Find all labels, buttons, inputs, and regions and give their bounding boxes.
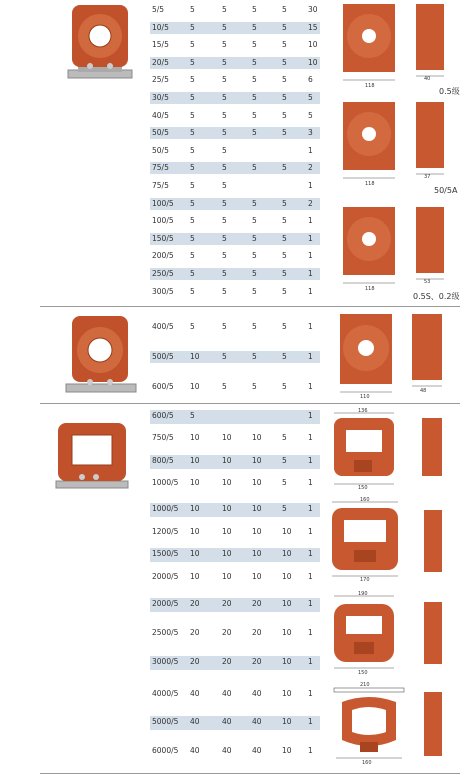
table-row xyxy=(150,250,320,262)
value-cell: 3 xyxy=(308,128,313,138)
value-cell: 10 xyxy=(190,527,200,536)
value-cell: 10 xyxy=(190,478,200,487)
value-cell: 5 xyxy=(252,198,257,208)
value-cell: 5 xyxy=(190,145,195,155)
value-cell: 1 xyxy=(308,251,313,261)
accuracy-label-1: 0.5级 xyxy=(439,87,460,96)
value-cell: 1 xyxy=(308,382,313,391)
value-cell: 20 xyxy=(190,599,200,608)
value-cell: 5 xyxy=(222,286,227,296)
value-cell: 5 xyxy=(252,110,257,120)
value-cell: 1 xyxy=(308,572,313,581)
value-cell: 10 xyxy=(282,628,292,637)
value-cell: 5 xyxy=(282,504,287,513)
dim-drawing-8 xyxy=(330,680,410,766)
divider-2 xyxy=(40,403,460,404)
ratio-cell: 600/5 xyxy=(152,382,174,391)
value-cell: 1 xyxy=(308,411,313,420)
svg-text:118: 118 xyxy=(365,286,375,292)
table-row xyxy=(150,145,320,157)
value-cell: 5 xyxy=(252,22,257,32)
value-cell: 1 xyxy=(308,286,313,296)
value-cell: 1 xyxy=(308,145,313,155)
value-cell: 5 xyxy=(252,216,257,226)
ratio-cell: 150/5 xyxy=(152,233,174,243)
ratio-cell: 500/5 xyxy=(152,352,174,361)
value-cell: 10 xyxy=(282,527,292,536)
value-cell: 5 xyxy=(222,93,227,102)
value-cell: 5 xyxy=(222,57,227,67)
value-cell: 5 xyxy=(222,352,227,361)
value-cell: 5 xyxy=(252,5,257,14)
ratio-cell: 100/5 xyxy=(152,216,174,226)
value-cell: 10 xyxy=(190,382,200,391)
value-cell: 5 xyxy=(282,198,287,208)
value-cell: 5 xyxy=(222,110,227,120)
table-row xyxy=(150,180,320,192)
dim-drawing-5 xyxy=(328,408,408,490)
value-cell: 5 xyxy=(222,269,227,278)
svg-text:48: 48 xyxy=(420,388,427,394)
ratio-cell: 4000/5 xyxy=(152,689,179,698)
table-row xyxy=(150,39,320,51)
value-cell: 20 xyxy=(222,628,232,637)
svg-text:136: 136 xyxy=(358,408,368,414)
ratio-cell: 2000/5 xyxy=(152,599,179,608)
value-cell: 5 xyxy=(252,251,257,261)
svg-text:37: 37 xyxy=(424,174,431,180)
value-cell: 5 xyxy=(282,40,287,50)
ratio-cell: 200/5 xyxy=(152,251,174,261)
value-cell: 10 xyxy=(252,433,262,442)
value-cell: 10 xyxy=(252,478,262,487)
table-row xyxy=(150,286,320,298)
value-cell: 5 xyxy=(190,251,195,261)
value-cell: 5 xyxy=(282,456,287,465)
value-cell: 5 xyxy=(222,128,227,138)
value-cell: 10 xyxy=(308,40,318,50)
ratio-cell: 800/5 xyxy=(152,456,174,465)
value-cell: 5 xyxy=(252,57,257,67)
value-cell: 1 xyxy=(308,689,313,698)
ct-photo-round-small xyxy=(60,0,140,85)
table-row xyxy=(150,162,320,174)
value-cell: 5 xyxy=(190,57,195,67)
value-cell: 5 xyxy=(282,110,287,120)
value-cell: 1 xyxy=(308,433,313,442)
value-cell: 10 xyxy=(282,657,292,666)
ratio-cell: 40/5 xyxy=(152,110,169,120)
value-cell: 5 xyxy=(282,251,287,261)
value-cell: 40 xyxy=(252,717,262,726)
dim-drawing-6 xyxy=(328,496,410,582)
value-cell: 5 xyxy=(252,269,257,278)
value-cell: 5 xyxy=(282,478,287,487)
table-row xyxy=(150,74,320,86)
value-cell: 5 xyxy=(222,233,227,243)
value-cell: 20 xyxy=(252,599,262,608)
ratio-cell: 250/5 xyxy=(152,269,174,278)
value-cell: 5 xyxy=(252,352,257,361)
table-row xyxy=(150,92,320,104)
value-cell: 5 xyxy=(222,5,227,14)
value-cell: 5 xyxy=(190,411,195,420)
ct-photo-rectangular xyxy=(52,415,132,495)
value-cell: 5 xyxy=(222,40,227,50)
value-cell: 10 xyxy=(190,504,200,513)
value-cell: 1 xyxy=(308,269,313,278)
value-cell: 5 xyxy=(190,286,195,296)
table-row xyxy=(150,526,320,540)
value-cell: 20 xyxy=(222,657,232,666)
value-cell: 30 xyxy=(308,5,318,14)
value-cell: 40 xyxy=(222,717,232,726)
accuracy-label-2: 0.5S、0.2级 xyxy=(413,292,460,301)
value-cell: 5 xyxy=(190,198,195,208)
value-cell: 10 xyxy=(282,549,292,558)
value-cell: 5 xyxy=(222,145,227,155)
value-cell: 10 xyxy=(282,689,292,698)
ratio-cell: 25/5 xyxy=(152,75,169,85)
value-cell: 5 xyxy=(190,322,195,331)
table-row xyxy=(150,688,320,702)
value-cell: 10 xyxy=(308,57,318,67)
side-view-8 xyxy=(420,690,450,764)
value-cell: 1 xyxy=(308,657,313,666)
value-cell: 40 xyxy=(190,689,200,698)
table-row xyxy=(150,656,320,670)
svg-text:53: 53 xyxy=(424,279,431,285)
value-cell: 10 xyxy=(222,549,232,558)
value-cell: 5 xyxy=(282,22,287,32)
value-cell: 10 xyxy=(222,456,232,465)
value-cell: 1 xyxy=(308,322,313,331)
value-cell: 10 xyxy=(282,746,292,755)
ratio-cell: 1500/5 xyxy=(152,549,179,558)
value-cell: 10 xyxy=(222,572,232,581)
value-cell: 5 xyxy=(190,216,195,226)
divider-3 xyxy=(40,773,460,774)
table-row xyxy=(150,57,320,69)
table-row xyxy=(150,745,320,759)
ratio-cell: 2500/5 xyxy=(152,628,179,637)
value-cell: 5 xyxy=(252,93,257,102)
dim-drawing-7 xyxy=(328,590,410,676)
svg-text:150: 150 xyxy=(358,485,368,490)
value-cell: 10 xyxy=(282,572,292,581)
value-cell: 20 xyxy=(222,599,232,608)
value-cell: 1 xyxy=(308,628,313,637)
value-cell: 5 xyxy=(282,269,287,278)
svg-text:160: 160 xyxy=(360,497,370,503)
table-row xyxy=(150,268,320,280)
value-cell: 5 xyxy=(252,382,257,391)
table-row xyxy=(150,4,320,16)
value-cell: 5 xyxy=(252,40,257,50)
value-cell: 1 xyxy=(308,216,313,226)
ct-photo-round-large xyxy=(62,312,140,397)
value-cell: 5 xyxy=(252,128,257,138)
table-row xyxy=(150,233,320,245)
ratio-cell: 1000/5 xyxy=(152,478,179,487)
side-view-3 xyxy=(412,205,452,285)
value-cell: 10 xyxy=(190,572,200,581)
value-cell: 5 xyxy=(222,198,227,208)
table-row xyxy=(150,503,320,517)
value-cell: 1 xyxy=(308,527,313,536)
value-cell: 5 xyxy=(190,181,195,190)
value-cell: 10 xyxy=(222,527,232,536)
value-cell: 10 xyxy=(190,549,200,558)
side-view-4 xyxy=(408,312,448,394)
value-cell: 5 xyxy=(282,5,287,14)
ratio-cell: 10/5 xyxy=(152,22,169,32)
table-row xyxy=(150,127,320,139)
value-cell: 20 xyxy=(190,628,200,637)
value-cell: 5 xyxy=(222,181,227,190)
value-cell: 5 xyxy=(282,352,287,361)
ratio-cell: 1000/5 xyxy=(152,504,179,513)
value-cell: 10 xyxy=(222,504,232,513)
value-cell: 10 xyxy=(222,478,232,487)
side-view-5 xyxy=(420,416,448,482)
value-cell: 5 xyxy=(282,216,287,226)
ratio-cell: 100/5 xyxy=(152,198,174,208)
value-cell: 6 xyxy=(308,75,313,85)
ratio-cell: 15/5 xyxy=(152,40,169,50)
value-cell: 20 xyxy=(252,657,262,666)
value-cell: 40 xyxy=(222,689,232,698)
value-cell: 5 xyxy=(282,93,287,102)
value-cell: 10 xyxy=(222,433,232,442)
table-row xyxy=(150,548,320,562)
dim-drawing-1 xyxy=(335,2,410,90)
value-cell: 20 xyxy=(252,628,262,637)
value-cell: 10 xyxy=(190,352,200,361)
value-cell: 5 xyxy=(222,22,227,32)
side-view-6 xyxy=(422,508,450,578)
value-cell: 5 xyxy=(282,286,287,296)
ratio-cell: 750/5 xyxy=(152,433,174,442)
ratio-cell: 75/5 xyxy=(152,181,169,190)
value-cell: 10 xyxy=(190,433,200,442)
value-cell: 1 xyxy=(308,717,313,726)
value-cell: 10 xyxy=(252,549,262,558)
value-cell: 5 xyxy=(282,233,287,243)
ratio-cell: 6000/5 xyxy=(152,746,179,755)
value-cell: 5 xyxy=(222,251,227,261)
value-cell: 5 xyxy=(282,75,287,85)
dim-drawing-3 xyxy=(335,205,410,293)
value-cell: 5 xyxy=(282,57,287,67)
value-cell: 1 xyxy=(308,181,313,190)
ratio-cell: 50/5 xyxy=(152,128,169,138)
svg-text:40: 40 xyxy=(424,76,431,82)
svg-text:110: 110 xyxy=(360,394,370,400)
value-cell: 1 xyxy=(308,599,313,608)
side-view-7 xyxy=(422,600,450,670)
ratio-cell: 50/5 xyxy=(152,145,169,155)
side-view-1 xyxy=(412,2,452,82)
value-cell: 5 xyxy=(190,233,195,243)
value-cell: 5 xyxy=(190,269,195,278)
value-cell: 5 xyxy=(252,322,257,331)
value-cell: 5 xyxy=(252,75,257,85)
value-cell: 5 xyxy=(190,40,195,50)
table-row xyxy=(150,351,320,363)
value-cell: 5 xyxy=(190,93,195,102)
svg-text:150: 150 xyxy=(358,670,368,676)
value-cell: 2 xyxy=(308,198,313,208)
ratio-cell: 400/5 xyxy=(152,322,174,331)
value-cell: 20 xyxy=(190,657,200,666)
value-cell: 5 xyxy=(252,233,257,243)
value-cell: 1 xyxy=(308,478,313,487)
table-row xyxy=(150,432,320,446)
value-cell: 40 xyxy=(252,746,262,755)
table-row xyxy=(150,477,320,491)
value-cell: 10 xyxy=(252,572,262,581)
value-cell: 5 xyxy=(190,110,195,120)
value-cell: 10 xyxy=(252,504,262,513)
value-cell: 5 xyxy=(222,75,227,85)
value-cell: 1 xyxy=(308,549,313,558)
value-cell: 1 xyxy=(308,504,313,513)
svg-text:118: 118 xyxy=(365,83,375,89)
table-row xyxy=(150,598,320,612)
ratio-cell: 600/5 xyxy=(152,411,174,420)
table-row xyxy=(150,22,320,34)
value-cell: 5 xyxy=(282,322,287,331)
value-cell: 5 xyxy=(252,286,257,296)
ratio-cell: 75/5 xyxy=(152,163,169,173)
value-cell: 5 xyxy=(308,93,313,102)
svg-text:160: 160 xyxy=(362,760,372,766)
svg-text:170: 170 xyxy=(360,577,370,582)
value-cell: 5 xyxy=(282,128,287,138)
value-cell: 1 xyxy=(308,456,313,465)
ratio-cell: 300/5 xyxy=(152,286,174,296)
value-cell: 5 xyxy=(222,382,227,391)
value-cell: 40 xyxy=(190,717,200,726)
svg-text:210: 210 xyxy=(360,682,370,688)
value-cell: 1 xyxy=(308,746,313,755)
ratio-cell: 30/5 xyxy=(152,93,169,102)
value-cell: 10 xyxy=(282,599,292,608)
table-row xyxy=(150,627,320,641)
value-cell: 10 xyxy=(190,456,200,465)
table-row xyxy=(150,321,320,333)
value-cell: 10 xyxy=(252,527,262,536)
svg-text:190: 190 xyxy=(358,591,368,597)
svg-text:118: 118 xyxy=(365,181,375,187)
table-row xyxy=(150,198,320,210)
table-row xyxy=(150,571,320,585)
ratio-cell: 20/5 xyxy=(152,57,169,67)
side-view-2 xyxy=(412,100,452,180)
table-row xyxy=(150,215,320,227)
value-cell: 5 xyxy=(222,216,227,226)
value-cell: 10 xyxy=(252,456,262,465)
value-cell: 1 xyxy=(308,352,313,361)
table-row xyxy=(150,110,320,122)
value-cell: 15 xyxy=(308,22,318,32)
ratio-cell: 1200/5 xyxy=(152,527,179,536)
value-cell: 5 xyxy=(190,22,195,32)
ratio-cell: 2000/5 xyxy=(152,572,179,581)
value-cell: 5 xyxy=(190,128,195,138)
value-cell: 40 xyxy=(190,746,200,755)
ratio-cell: 5000/5 xyxy=(152,717,179,726)
value-cell: 5 xyxy=(190,163,195,173)
value-cell: 5 xyxy=(190,5,195,14)
table-row xyxy=(150,381,320,393)
ratio-cell: 5/5 xyxy=(152,5,165,14)
value-cell: 5 xyxy=(282,433,287,442)
value-cell: 5 xyxy=(308,110,313,120)
value-cell: 5 xyxy=(252,163,257,173)
value-cell: 1 xyxy=(308,233,313,243)
table-row xyxy=(150,716,320,730)
value-cell: 40 xyxy=(222,746,232,755)
value-cell: 2 xyxy=(308,163,313,173)
table-row xyxy=(150,410,320,424)
value-cell: 5 xyxy=(190,75,195,85)
value-cell: 5 xyxy=(282,163,287,173)
value-cell: 40 xyxy=(252,689,262,698)
dim-drawing-4 xyxy=(330,310,405,400)
value-cell: 10 xyxy=(282,717,292,726)
value-cell: 5 xyxy=(222,163,227,173)
divider-1 xyxy=(40,306,460,307)
dim-drawing-2 xyxy=(335,100,410,188)
ratio-label: 50/5A xyxy=(434,186,458,195)
table-row xyxy=(150,455,320,469)
value-cell: 5 xyxy=(222,322,227,331)
value-cell: 5 xyxy=(282,382,287,391)
ratio-cell: 3000/5 xyxy=(152,657,179,666)
